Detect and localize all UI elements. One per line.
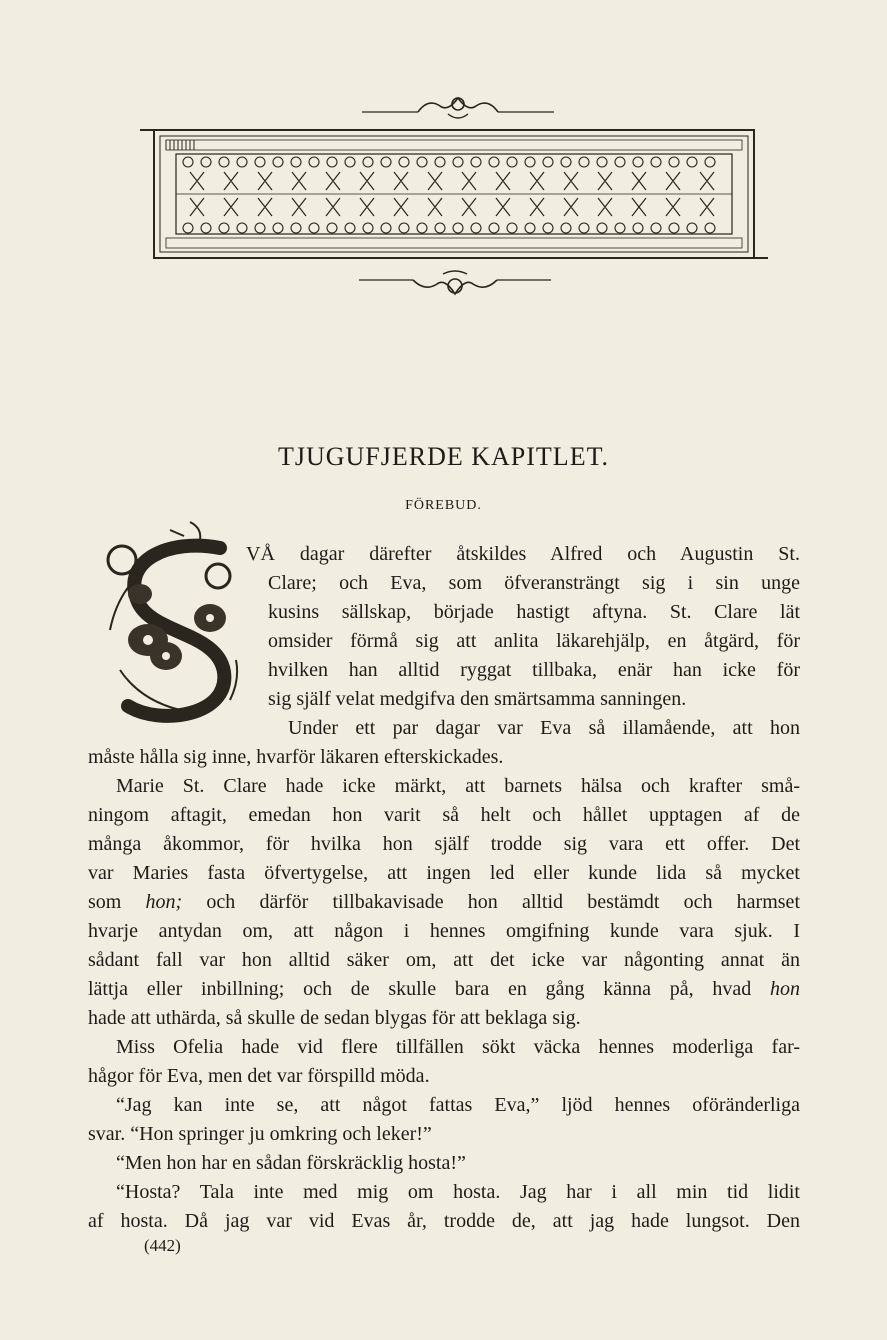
chapter-subtitle: FÖREBUD. xyxy=(405,498,482,513)
decorative-initial xyxy=(100,520,260,740)
page-number: (442) xyxy=(144,1236,181,1255)
text-line: omsider förmå sig att anlita läkarehjälp, en åtgärd, för xyxy=(268,630,800,652)
emphasized-word: hon; xyxy=(145,891,183,913)
text-line: Marie St. Clare hade icke märkt, att barnets hälsa och krafter små- xyxy=(116,775,800,797)
text-line: många åkommor, för hvilka hon själf trodde sig vara ett offer. Det xyxy=(88,833,800,855)
text-segment: och därför tillbakavisade hon alltid bestämdt och harmset xyxy=(182,891,800,913)
text-line: “Hosta? Tala inte med mig om hosta. Jag har i all min tid lidit xyxy=(116,1181,800,1203)
text-line: måste hålla sig inne, hvarför läkaren efterskickades. xyxy=(88,746,504,768)
headpiece-ornament xyxy=(140,128,768,262)
text-line: kusins sällskap, började hastigt aftyna. St. Clare lät xyxy=(268,601,800,623)
text-line: Clare; och Eva, som öfveransträngt sig i sin unge xyxy=(268,572,800,594)
text-line: VÅ dagar därefter åtskildes Alfred och Augustin St. xyxy=(246,543,800,565)
text-line: sig själf velat medgifva den smärtsamma sanningen. xyxy=(268,688,687,710)
text-line: hvilken han alltid ryggat tillbaka, enär han icke för xyxy=(268,659,800,681)
text-line: hade att uthärda, så skulle de sedan blygas för att beklaga sig. xyxy=(88,1007,581,1029)
text-line: Miss Ofelia hade vid flere tillfällen sökt väcka hennes moderliga far- xyxy=(116,1036,800,1058)
text-segment: lättja eller inbillning; och de skulle bara en gång känna på, hvad xyxy=(88,978,770,1000)
text-line: Under ett par dagar var Eva så illamående, att hon xyxy=(288,717,800,739)
text-segment: som xyxy=(88,891,146,913)
text-line: “Men hon har en sådan förskräcklig hosta!” xyxy=(116,1152,466,1174)
chapter-title: TJUGUFJERDE KAPITLET. xyxy=(277,442,610,471)
text-line-with-emphasis xyxy=(88,975,800,1005)
emphasized-word: hon xyxy=(770,978,800,1000)
text-line: hågor för Eva, men det var förspilld möda. xyxy=(88,1065,430,1087)
text-line: “Jag kan inte se, att något fattas Eva,” ljöd hennes oföränderliga xyxy=(116,1094,800,1116)
ornament-bottom xyxy=(355,268,555,300)
text-line: hvarje antydan om, att någon i hennes omgifning kunde vara sjuk. I xyxy=(88,920,800,942)
text-line-with-emphasis xyxy=(88,888,800,918)
text-line: af hosta. Då jag var vid Evas år, trodde de, att jag hade lungsot. Den xyxy=(88,1210,800,1232)
text-line: ningom aftagit, emedan hon varit så helt och hållet upptagen af de xyxy=(88,804,800,826)
text-line: svar. “Hon springer ju omkring och leker!” xyxy=(88,1123,432,1145)
text-line: sådant fall var hon alltid säker om, att det icke var någonting annat än xyxy=(88,949,800,971)
text-line: var Maries fasta öfvertygelse, att ingen led eller kunde lida så mycket xyxy=(88,862,800,884)
ornament-top xyxy=(358,92,558,122)
